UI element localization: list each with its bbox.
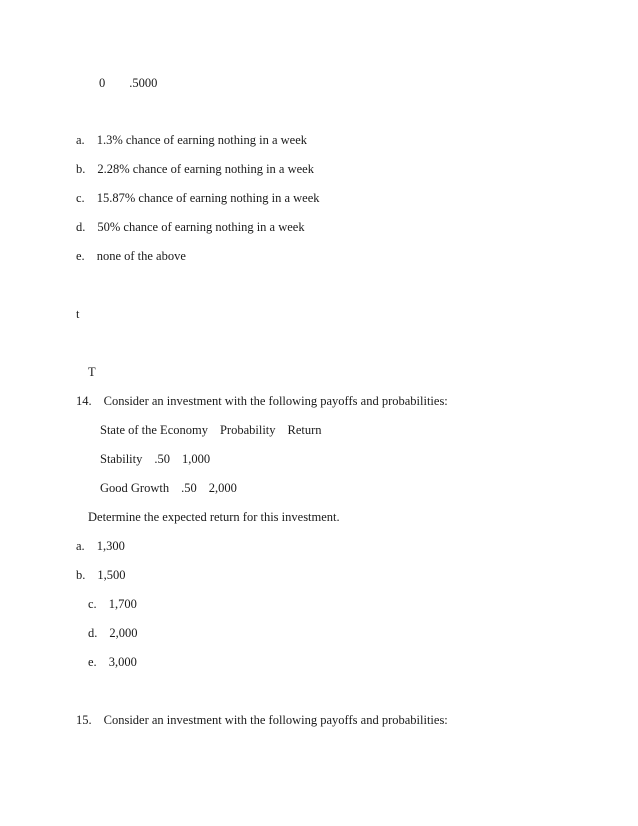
option-text: 3,000 bbox=[108, 655, 137, 669]
option-letter: a. bbox=[76, 133, 85, 147]
row-state: Stability bbox=[100, 452, 143, 466]
option-text: 1,700 bbox=[108, 597, 137, 611]
option-text: 15.87% chance of earning nothing in a week bbox=[96, 191, 320, 205]
q14-option-a bbox=[76, 538, 125, 554]
option-letter: c. bbox=[76, 191, 85, 205]
option-letter: e. bbox=[76, 249, 85, 263]
question-stem: Consider an investment with the following payoffs and probabilities: bbox=[103, 394, 448, 408]
option-text: 1.3% chance of earning nothing in a week bbox=[96, 133, 308, 147]
option-c bbox=[76, 190, 320, 206]
probability-value: .5000 bbox=[129, 76, 158, 90]
option-letter: e. bbox=[88, 655, 97, 669]
option-text: none of the above bbox=[96, 249, 186, 263]
row-probability: .50 bbox=[181, 481, 197, 495]
option-e bbox=[76, 248, 186, 264]
option-letter: a. bbox=[76, 539, 85, 553]
q14-option-b bbox=[76, 567, 126, 583]
stray-char-t: t bbox=[76, 307, 80, 321]
option-letter: b. bbox=[76, 568, 86, 582]
option-letter: c. bbox=[88, 597, 97, 611]
row-return: 2,000 bbox=[208, 481, 237, 495]
option-text: 1,300 bbox=[96, 539, 125, 553]
option-text: 2.28% chance of earning nothing in a week bbox=[97, 162, 314, 176]
question-number: 15. bbox=[76, 713, 92, 727]
stray-char-T: T bbox=[88, 365, 96, 379]
question-14-stem bbox=[76, 393, 448, 409]
q14-option-c bbox=[88, 596, 137, 612]
option-letter: d. bbox=[88, 626, 98, 640]
option-letter: b. bbox=[76, 162, 86, 176]
option-d bbox=[76, 219, 305, 235]
option-text: 50% chance of earning nothing in a week bbox=[97, 220, 305, 234]
question-stem: Consider an investment with the following payoffs and probabilities: bbox=[103, 713, 448, 727]
row-probability: .50 bbox=[154, 452, 170, 466]
z-value: 0 bbox=[99, 76, 106, 90]
header-probability: Probability bbox=[219, 423, 276, 437]
option-text: 2,000 bbox=[109, 626, 138, 640]
q14-option-d bbox=[88, 625, 138, 641]
row-return: 1,000 bbox=[182, 452, 211, 466]
option-text: 1,500 bbox=[97, 568, 126, 582]
header-state: State of the Economy bbox=[100, 423, 208, 437]
payoff-table-row bbox=[100, 451, 210, 467]
question-number: 14. bbox=[76, 394, 92, 408]
option-letter: d. bbox=[76, 220, 86, 234]
option-b bbox=[76, 161, 314, 177]
question-15-stem bbox=[76, 712, 448, 728]
question-14-prompt: Determine the expected return for this investment. bbox=[88, 510, 340, 524]
row-state: Good Growth bbox=[100, 481, 170, 495]
payoff-table-row bbox=[100, 480, 237, 496]
header-return: Return bbox=[287, 423, 322, 437]
q14-option-e bbox=[88, 654, 137, 670]
z-table-row bbox=[99, 75, 157, 91]
payoff-table-header bbox=[100, 422, 322, 438]
option-a bbox=[76, 132, 307, 148]
